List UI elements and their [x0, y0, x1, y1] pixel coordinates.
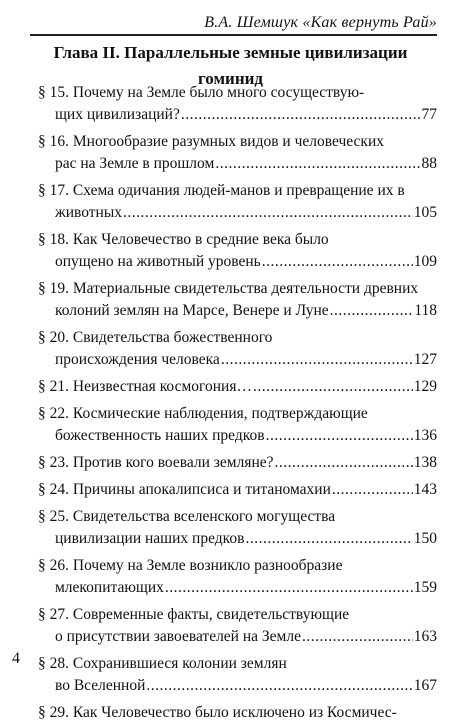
toc-entry-title-continued: происхождения человека [55, 351, 220, 368]
dot-leader [330, 300, 414, 322]
toc-entry-title-continued: млекопитающих [55, 579, 164, 596]
toc-entry-line [38, 376, 437, 398]
toc-entry-title: Неизвестная космогония… [72, 378, 252, 395]
toc-entry-second-line [38, 251, 437, 273]
toc-entry [38, 479, 437, 501]
dot-leader [221, 349, 413, 371]
toc-entry-first-line [38, 180, 437, 202]
toc-entry-second-line [38, 425, 437, 447]
toc-entry-second-line [38, 675, 437, 697]
dot-leader [302, 626, 413, 648]
toc-entry-first-line [38, 555, 437, 577]
toc-entry-number: § 18. [38, 231, 69, 248]
toc-entry-second-line [38, 300, 437, 322]
toc-entry [38, 180, 437, 224]
toc-entry [38, 403, 437, 447]
toc-entry-title: Свидетельства божественного [72, 329, 273, 346]
dot-leader [165, 577, 413, 599]
toc-entry-number: § 29. [38, 704, 69, 721]
toc-entry-page: 77 [421, 106, 437, 123]
toc-entry-title-continued: животных [55, 204, 122, 221]
toc-entry-title: Причины апокалипсиса и титаномахии [72, 481, 331, 498]
dot-leader [123, 202, 413, 224]
toc-entry-title: Как Человечество было исключено из Космичес- [72, 704, 397, 721]
toc-entry-second-line [38, 153, 437, 175]
toc-entry [38, 131, 437, 175]
toc-entry-first-line [38, 604, 437, 626]
toc-entry-number: § 25. [38, 508, 69, 525]
dot-leader [245, 528, 412, 550]
toc-entry-number: § 23. [38, 454, 69, 471]
toc-entry-title-continued: во Вселенной [55, 677, 146, 694]
toc-entry-title: Свидетельства вселенского могущества [72, 508, 336, 525]
toc-entry-second-line [38, 202, 437, 224]
toc-entry [38, 278, 437, 322]
dot-leader [266, 425, 413, 447]
dot-leader [332, 479, 413, 501]
toc-entry-second-line [38, 626, 437, 648]
toc-entry-page: 118 [414, 302, 437, 319]
dot-leader [215, 153, 420, 175]
dot-leader [181, 104, 421, 126]
toc-entry-first-line [38, 229, 437, 251]
toc-entry-line [38, 452, 437, 474]
toc-entry-line [38, 479, 437, 501]
toc-entry-second-line [38, 104, 437, 126]
toc-entry-first-line [38, 506, 437, 528]
toc-entry-number: § 15. [38, 84, 69, 101]
toc-entry-page: 138 [413, 454, 437, 471]
toc-entry [38, 376, 437, 398]
toc-entry-second-line [38, 528, 437, 550]
toc-entry-first-line [38, 278, 437, 300]
dot-leader [146, 675, 412, 697]
toc-entry-title: Космические наблюдения, подтверждающие [72, 405, 368, 422]
toc-entry-title: Как Человечество в средние века было [72, 231, 329, 248]
toc-entry [38, 604, 437, 648]
toc-entry-title: Почему на Земле было много сосуществую- [72, 84, 365, 101]
toc-entry-number: § 20. [38, 329, 69, 346]
running-header [0, 0, 453, 38]
toc-entry-page: 159 [413, 579, 437, 596]
toc-entry-first-line [38, 131, 437, 153]
toc-entry-number: § 22. [38, 405, 69, 422]
toc-entry-page: 129 [413, 378, 437, 395]
toc-entry-number: § 27. [38, 606, 69, 623]
toc-entry-second-line [38, 349, 437, 371]
toc-entry-title: Сохранившиеся колонии землян [72, 655, 287, 672]
toc-entry-title-continued: о присутствии завоевателей на Земле [55, 628, 301, 645]
toc-entry [38, 702, 437, 724]
toc-entry-first-line [38, 327, 437, 349]
toc-entry [38, 555, 437, 599]
toc-entry-first-line [38, 82, 437, 104]
toc-entry-title-continued: рас на Земле в прошлом [55, 155, 215, 172]
toc-entry [38, 452, 437, 474]
toc-entry-number: § 28. [38, 655, 69, 672]
chapter-title-line-2: гоминид [197, 69, 264, 88]
page-number: 4 [12, 650, 20, 667]
toc-entry-page: 109 [413, 253, 437, 270]
toc-entry-title-continued: колоний землян на Марсе, Венере и Луне [55, 302, 329, 319]
chapter-title-line-1: Глава II. Параллельные земные цивилизации [53, 43, 408, 62]
toc-entry-first-line [38, 403, 437, 425]
toc-entry [38, 229, 437, 273]
toc-entry [38, 82, 437, 126]
toc-entry [38, 506, 437, 550]
toc-entry-title: Схема одичания людей-манов и превращение их в [72, 182, 405, 199]
toc-entry-number: § 26. [38, 557, 69, 574]
toc-entry-title-continued: щих цивилизаций? [55, 106, 180, 123]
toc-entry [38, 653, 437, 697]
toc-entry-number: § 21. [38, 378, 69, 395]
dot-leader [275, 452, 413, 474]
toc-entry-number: § 24. [38, 481, 69, 498]
toc-entry-line [38, 702, 437, 724]
toc-entry-page: 127 [413, 351, 437, 368]
table-of-contents [38, 82, 437, 724]
toc-entry-page: 163 [413, 628, 437, 645]
toc-entry-title: Против кого воевали земляне? [72, 454, 274, 471]
dot-leader [253, 376, 413, 398]
toc-entry-page: 105 [413, 204, 437, 221]
toc-entry-number: § 19. [38, 280, 69, 297]
toc-entry-title-continued: опущено на животный уровень [55, 253, 261, 270]
toc-entry-title-continued: цивилизации наших предков [55, 530, 245, 547]
toc-entry-title: Современные факты, свидетельствующие [72, 606, 350, 623]
toc-entry-title: Материальные свидетельства деятельности древних [72, 280, 419, 297]
toc-entry-page: 150 [413, 530, 437, 547]
running-header-text: В.А. Шемшук «Как вернуть Рай» [204, 14, 437, 31]
toc-entry-title-continued: божественность наших предков [55, 427, 265, 444]
toc-entry-number: § 17. [38, 182, 69, 199]
header-rule [30, 34, 437, 36]
toc-entry-page: 88 [421, 155, 437, 172]
toc-entry-page: 136 [413, 427, 437, 444]
toc-entry-first-line [38, 653, 437, 675]
toc-entry-page: 167 [413, 677, 437, 694]
toc-entry-title: Многообразие разумных видов и человеческих [72, 133, 384, 150]
toc-entry [38, 327, 437, 371]
dot-leader [262, 251, 413, 273]
toc-entry-second-line [38, 577, 437, 599]
toc-entry-number: § 16. [38, 133, 69, 150]
toc-entry-page: 143 [413, 481, 437, 498]
toc-entry-title: Почему на Земле возникло разнообразие [72, 557, 343, 574]
